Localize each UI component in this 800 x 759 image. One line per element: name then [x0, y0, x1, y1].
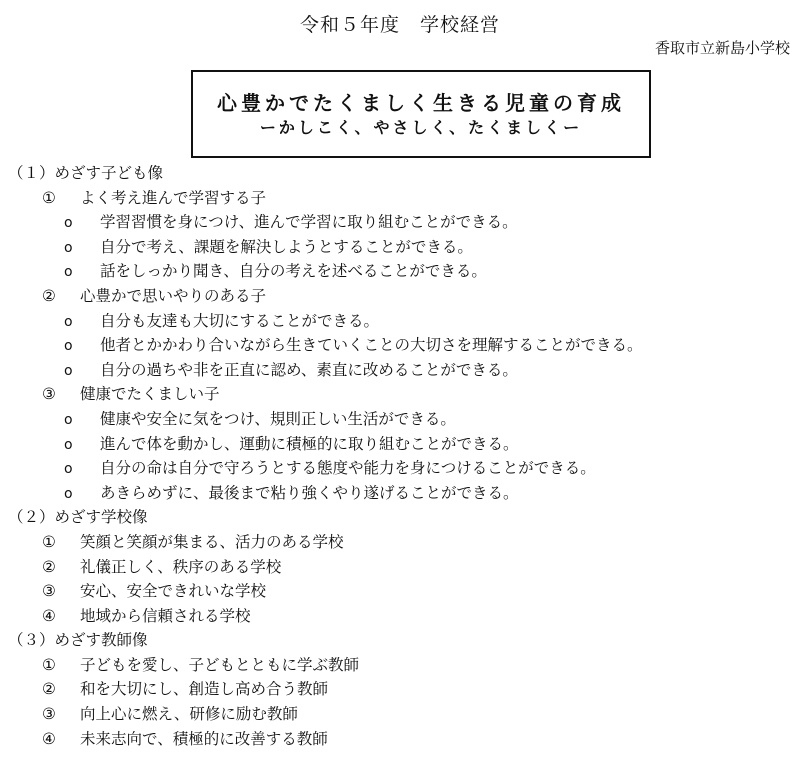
bullet-text: 自分で考え、課題を解決しようとすることができる。 — [100, 237, 473, 256]
item-text: 和を大切にし、創造し高め合う教師 — [80, 680, 329, 699]
item-text: 子どもを愛し、子どもとともに学ぶ教師 — [80, 655, 360, 674]
bullet-item — [8, 210, 798, 235]
goals-outline — [8, 161, 798, 751]
list-item — [8, 284, 798, 309]
bullet-item — [8, 358, 798, 383]
item-text: 地域から信頼される学校 — [80, 606, 251, 625]
list-item — [8, 382, 798, 407]
item-text: 笑顔と笑顔が集まる、活力のある学校 — [80, 532, 344, 551]
item-number: ② — [42, 286, 56, 305]
bullet-text: 自分の過ちや非を正直に認め、素直に改めることができる。 — [100, 360, 518, 379]
list-item — [8, 727, 798, 752]
bullet-icon: o — [64, 239, 73, 256]
item-number: ① — [42, 188, 56, 207]
school-name: 香取市立新島小学校 — [654, 39, 790, 57]
bullet-text: 自分の命は自分で守ろうとする態度や能力を身につけることができる。 — [100, 459, 596, 478]
bullet-text: 進んで体を動かし、運動に積極的に取り組むことができる。 — [100, 434, 519, 453]
bullet-item — [8, 432, 798, 457]
bullet-text: 学習習慣を身につけ、進んで学習に取り組むことができる。 — [100, 213, 518, 232]
bullet-item — [8, 456, 798, 481]
bullet-icon: o — [64, 313, 73, 330]
item-text: 向上心に燃え、研修に励む教師 — [80, 705, 298, 724]
bullet-icon: o — [64, 362, 73, 379]
list-item — [8, 604, 798, 629]
item-number: ③ — [42, 705, 56, 724]
bullet-text: 自分も友達も大切にすることができる。 — [100, 311, 380, 330]
item-number: ④ — [42, 729, 56, 748]
bullet-icon: o — [64, 338, 73, 355]
bullet-item — [8, 259, 798, 284]
item-number: ② — [42, 680, 56, 699]
list-item — [8, 579, 798, 604]
item-text: 安心、安全できれいな学校 — [80, 582, 267, 601]
bullet-text: 他者とかかわり合いながら生きていくことの大切さを理解することができる。 — [100, 336, 643, 355]
bullet-icon: o — [64, 461, 73, 478]
bullet-text: あきらめずに、最後まで粘り強くやり遂げることができる。 — [100, 483, 519, 502]
page-title: 令和５年度 学校経営 — [299, 14, 500, 36]
item-number: ④ — [42, 606, 56, 625]
list-item — [8, 530, 798, 555]
list-item — [8, 555, 798, 580]
bullet-item — [8, 309, 798, 334]
section-heading: （２）めざす学校像 — [8, 508, 148, 527]
item-number: ① — [42, 655, 56, 674]
item-number: ③ — [42, 385, 56, 404]
section-heading: （３）めざす教師像 — [8, 631, 148, 650]
item-text: 心豊かで思いやりのある子 — [80, 286, 267, 305]
motto-box — [191, 70, 651, 158]
item-text: 健康でたくましい子 — [80, 385, 220, 404]
bullet-item — [8, 235, 798, 260]
bullet-icon: o — [64, 215, 73, 232]
item-text: よく考え進んで学習する子 — [80, 188, 267, 207]
list-item — [8, 677, 798, 702]
bullet-icon: o — [64, 485, 73, 502]
bullet-text: 健康や安全に気をつけ、規則正しい生活ができる。 — [100, 409, 456, 428]
list-item — [8, 653, 798, 678]
item-text: 礼儀正しく、秩序のある学校 — [80, 557, 282, 576]
section-heading: （１）めざす子ども像 — [8, 164, 164, 182]
list-item — [8, 702, 798, 727]
bullet-icon: o — [64, 436, 73, 453]
bullet-icon: o — [64, 264, 73, 281]
bullet-item — [8, 333, 798, 358]
item-number: ③ — [42, 582, 56, 601]
item-text: 未来志向で、積極的に改善する教師 — [80, 729, 328, 748]
item-number: ② — [42, 557, 56, 576]
motto-sub: ーかしこく、やさしく、たくましくー — [259, 118, 583, 137]
bullet-text: 話をしっかり聞き、自分の考えを述べることができる。 — [100, 262, 487, 281]
list-item — [8, 186, 798, 211]
item-number: ① — [42, 532, 56, 551]
bullet-icon: o — [64, 411, 73, 428]
bullet-item — [8, 481, 798, 506]
bullet-item — [8, 407, 798, 432]
motto-main: 心豊かでたくましく生きる児童の育成 — [217, 91, 625, 115]
